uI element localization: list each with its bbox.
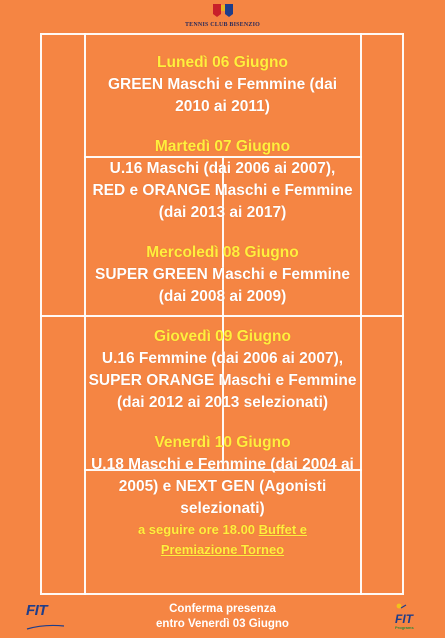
day-description-line: U.18 Maschi e Femmine (dai 2004 ai: [91, 456, 354, 473]
day-description-line: U.16 Femmine (dai 2006 ai 2007),: [101, 350, 344, 367]
day-title: Martedì 07 Giugno: [154, 138, 291, 155]
award-note-line: [60, 540, 385, 560]
schedule-day-1: [60, 52, 385, 118]
club-name: TENNIS CLUB BISENZIO: [184, 22, 261, 28]
buffet-award-note: [60, 520, 385, 540]
day-description-line: (dai 2013 ai 2017): [158, 204, 287, 221]
fit-programs-logo: [395, 603, 433, 633]
club-logo: [0, 0, 445, 28]
buffet-link-part-1: Buffet e: [258, 522, 308, 537]
day-description-line: (dai 2012 ai 2013 selezionati): [116, 394, 329, 411]
buffet-link-part-2: Premiazione Torneo: [160, 542, 285, 557]
fit-programs-subtitle: Programs: [395, 625, 414, 630]
day-description-line: GREEN Maschi e Femmine (dai: [107, 76, 338, 93]
confirm-line-2: entro Venerdì 03 Giugno: [156, 618, 289, 630]
buffet-note-prefix: a seguire ore 18.00: [137, 522, 259, 537]
confirm-attendance-note: [0, 602, 445, 632]
club-emblem-icon: [210, 2, 236, 18]
schedule-day-3: [60, 242, 385, 308]
day-title: Mercoledì 08 Giugno: [146, 244, 299, 261]
day-title: Lunedì 06 Giugno: [157, 54, 288, 71]
day-description-line: RED e ORANGE Maschi e Femmine: [92, 182, 353, 199]
day-title: Giovedì 09 Giugno: [154, 328, 291, 345]
day-description-line: 2005) e NEXT GEN (Agonisti: [118, 478, 327, 495]
day-description-line: 2010 ai 2011): [175, 98, 270, 115]
day-description-line: selezionati): [180, 500, 265, 517]
day-description-line: (dai 2008 ai 2009): [158, 288, 287, 305]
fit-programs-logo-text: FIT: [395, 612, 413, 626]
schedule-day-2: [60, 136, 385, 224]
fit-logo-left-text: FIT: [26, 602, 47, 619]
day-description-line: SUPER GREEN Maschi e Femmine: [95, 266, 350, 283]
confirm-line-1: Conferma presenza: [169, 603, 276, 615]
day-description-line: SUPER ORANGE Maschi e Femmine: [88, 372, 357, 389]
day-description-line: U.16 Maschi (dai 2006 ai 2007),: [109, 160, 336, 177]
schedule-list: [60, 52, 385, 578]
schedule-day-4: [60, 326, 385, 414]
day-title: Venerdì 10 Giugno: [154, 434, 291, 451]
schedule-day-5: [60, 432, 385, 560]
